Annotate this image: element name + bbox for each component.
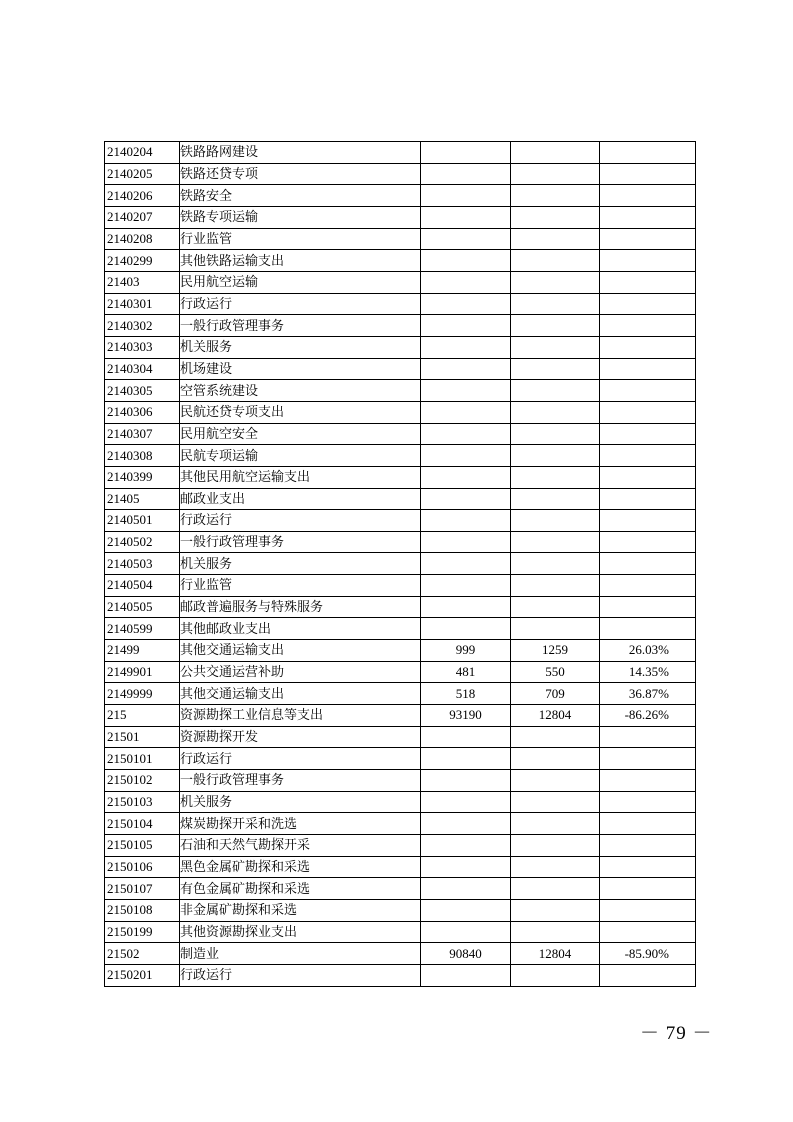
code-cell: 2140204 bbox=[105, 142, 180, 164]
name-cell: 一般行政管理事务 bbox=[180, 315, 421, 337]
value-cell-1 bbox=[421, 466, 511, 488]
value-cell-1 bbox=[421, 835, 511, 857]
table-row bbox=[105, 228, 696, 250]
value-cell-2 bbox=[511, 618, 600, 640]
name-cell: 机场建设 bbox=[180, 358, 421, 380]
value-cell-1 bbox=[421, 553, 511, 575]
code-cell: 2140503 bbox=[105, 553, 180, 575]
value-cell-2 bbox=[511, 856, 600, 878]
value-cell-2 bbox=[511, 531, 600, 553]
code-cell: 2150108 bbox=[105, 899, 180, 921]
name-cell: 其他资源勘探业支出 bbox=[180, 921, 421, 943]
value-cell-3 bbox=[600, 770, 696, 792]
value-cell-2 bbox=[511, 575, 600, 597]
page-number: － 79 － bbox=[640, 1023, 713, 1044]
value-cell-1 bbox=[421, 250, 511, 272]
value-cell-3 bbox=[600, 271, 696, 293]
name-cell: 一般行政管理事务 bbox=[180, 770, 421, 792]
value-cell-3 bbox=[600, 336, 696, 358]
value-cell-3 bbox=[600, 293, 696, 315]
value-cell-3 bbox=[600, 553, 696, 575]
value-cell-2 bbox=[511, 921, 600, 943]
value-cell-3 bbox=[600, 315, 696, 337]
code-cell: 21499 bbox=[105, 640, 180, 662]
code-cell: 2140205 bbox=[105, 163, 180, 185]
value-cell-2 bbox=[511, 271, 600, 293]
table-row bbox=[105, 618, 696, 640]
value-cell-2 bbox=[511, 726, 600, 748]
table-row bbox=[105, 661, 696, 683]
table-row bbox=[105, 726, 696, 748]
value-cell-3: -86.26% bbox=[600, 705, 696, 727]
table-row bbox=[105, 336, 696, 358]
budget-table bbox=[104, 141, 696, 987]
table-row bbox=[105, 748, 696, 770]
value-cell-3 bbox=[600, 899, 696, 921]
code-cell: 2150201 bbox=[105, 964, 180, 986]
value-cell-1 bbox=[421, 358, 511, 380]
table-row bbox=[105, 423, 696, 445]
code-cell: 2150101 bbox=[105, 748, 180, 770]
name-cell: 行业监管 bbox=[180, 228, 421, 250]
value-cell-3 bbox=[600, 878, 696, 900]
value-cell-1: 518 bbox=[421, 683, 511, 705]
value-cell-2 bbox=[511, 748, 600, 770]
code-cell: 2150199 bbox=[105, 921, 180, 943]
value-cell-3 bbox=[600, 380, 696, 402]
name-cell: 铁路路网建设 bbox=[180, 142, 421, 164]
code-cell: 2149999 bbox=[105, 683, 180, 705]
name-cell: 资源勘探开发 bbox=[180, 726, 421, 748]
code-cell: 2140305 bbox=[105, 380, 180, 402]
value-cell-2 bbox=[511, 250, 600, 272]
value-cell-1 bbox=[421, 575, 511, 597]
value-cell-3 bbox=[600, 510, 696, 532]
code-cell: 2150107 bbox=[105, 878, 180, 900]
table-row bbox=[105, 964, 696, 986]
table-row bbox=[105, 401, 696, 423]
table-row bbox=[105, 445, 696, 467]
code-cell: 2150105 bbox=[105, 835, 180, 857]
value-cell-3 bbox=[600, 466, 696, 488]
table-row bbox=[105, 921, 696, 943]
table-row bbox=[105, 510, 696, 532]
name-cell: 石油和天然气勘探开采 bbox=[180, 835, 421, 857]
name-cell: 行政运行 bbox=[180, 748, 421, 770]
table-row bbox=[105, 142, 696, 164]
value-cell-2 bbox=[511, 228, 600, 250]
code-cell: 2140306 bbox=[105, 401, 180, 423]
name-cell: 民航专项运输 bbox=[180, 445, 421, 467]
value-cell-1 bbox=[421, 748, 511, 770]
name-cell: 其他交通运输支出 bbox=[180, 683, 421, 705]
value-cell-2 bbox=[511, 142, 600, 164]
value-cell-3 bbox=[600, 423, 696, 445]
table-row bbox=[105, 553, 696, 575]
value-cell-3 bbox=[600, 358, 696, 380]
code-cell: 2140308 bbox=[105, 445, 180, 467]
value-cell-2: 12804 bbox=[511, 705, 600, 727]
table-row bbox=[105, 683, 696, 705]
value-cell-1 bbox=[421, 878, 511, 900]
value-cell-1 bbox=[421, 856, 511, 878]
value-cell-1 bbox=[421, 206, 511, 228]
code-cell: 21502 bbox=[105, 943, 180, 965]
value-cell-3 bbox=[600, 250, 696, 272]
value-cell-1 bbox=[421, 185, 511, 207]
value-cell-1 bbox=[421, 423, 511, 445]
code-cell: 21501 bbox=[105, 726, 180, 748]
name-cell: 行政运行 bbox=[180, 964, 421, 986]
value-cell-1 bbox=[421, 271, 511, 293]
name-cell: 一般行政管理事务 bbox=[180, 531, 421, 553]
table-row bbox=[105, 271, 696, 293]
value-cell-3 bbox=[600, 856, 696, 878]
name-cell: 机关服务 bbox=[180, 791, 421, 813]
name-cell: 黑色金属矿勘探和采选 bbox=[180, 856, 421, 878]
value-cell-1 bbox=[421, 510, 511, 532]
code-cell: 2140505 bbox=[105, 596, 180, 618]
value-cell-3 bbox=[600, 921, 696, 943]
value-cell-2 bbox=[511, 380, 600, 402]
table-row bbox=[105, 293, 696, 315]
code-cell: 2150104 bbox=[105, 813, 180, 835]
table-row bbox=[105, 596, 696, 618]
value-cell-2 bbox=[511, 315, 600, 337]
table-row bbox=[105, 185, 696, 207]
value-cell-1: 481 bbox=[421, 661, 511, 683]
table-row bbox=[105, 206, 696, 228]
value-cell-2 bbox=[511, 878, 600, 900]
value-cell-2 bbox=[511, 813, 600, 835]
value-cell-3 bbox=[600, 228, 696, 250]
code-cell: 2140302 bbox=[105, 315, 180, 337]
value-cell-2: 550 bbox=[511, 661, 600, 683]
value-cell-3 bbox=[600, 726, 696, 748]
value-cell-3 bbox=[600, 575, 696, 597]
table-row bbox=[105, 835, 696, 857]
code-cell: 2140304 bbox=[105, 358, 180, 380]
value-cell-1 bbox=[421, 813, 511, 835]
value-cell-3 bbox=[600, 596, 696, 618]
value-cell-3 bbox=[600, 401, 696, 423]
value-cell-1 bbox=[421, 142, 511, 164]
value-cell-3 bbox=[600, 163, 696, 185]
table-row bbox=[105, 488, 696, 510]
table-row bbox=[105, 358, 696, 380]
value-cell-2 bbox=[511, 899, 600, 921]
value-cell-3 bbox=[600, 531, 696, 553]
table-row bbox=[105, 380, 696, 402]
table-row bbox=[105, 705, 696, 727]
value-cell-1 bbox=[421, 315, 511, 337]
value-cell-3 bbox=[600, 142, 696, 164]
value-cell-2 bbox=[511, 596, 600, 618]
value-cell-2 bbox=[511, 510, 600, 532]
name-cell: 民航还贷专项支出 bbox=[180, 401, 421, 423]
value-cell-1 bbox=[421, 336, 511, 358]
table-row bbox=[105, 250, 696, 272]
name-cell: 其他邮政业支出 bbox=[180, 618, 421, 640]
name-cell: 煤炭勘探开采和洗选 bbox=[180, 813, 421, 835]
value-cell-1 bbox=[421, 770, 511, 792]
value-cell-1 bbox=[421, 445, 511, 467]
code-cell: 2140206 bbox=[105, 185, 180, 207]
code-cell: 2140599 bbox=[105, 618, 180, 640]
name-cell: 资源勘探工业信息等支出 bbox=[180, 705, 421, 727]
value-cell-1 bbox=[421, 293, 511, 315]
table-row bbox=[105, 770, 696, 792]
name-cell: 其他交通运输支出 bbox=[180, 640, 421, 662]
code-cell: 2140399 bbox=[105, 466, 180, 488]
table-row bbox=[105, 856, 696, 878]
name-cell: 铁路还贷专项 bbox=[180, 163, 421, 185]
name-cell: 其他民用航空运输支出 bbox=[180, 466, 421, 488]
value-cell-2 bbox=[511, 185, 600, 207]
code-cell: 2140307 bbox=[105, 423, 180, 445]
value-cell-1 bbox=[421, 921, 511, 943]
table-row bbox=[105, 899, 696, 921]
value-cell-2 bbox=[511, 488, 600, 510]
value-cell-2: 709 bbox=[511, 683, 600, 705]
code-cell: 2140208 bbox=[105, 228, 180, 250]
value-cell-3 bbox=[600, 488, 696, 510]
value-cell-2 bbox=[511, 770, 600, 792]
name-cell: 公共交通运营补助 bbox=[180, 661, 421, 683]
value-cell-3 bbox=[600, 206, 696, 228]
value-cell-1 bbox=[421, 618, 511, 640]
name-cell: 铁路专项运输 bbox=[180, 206, 421, 228]
name-cell: 制造业 bbox=[180, 943, 421, 965]
name-cell: 邮政业支出 bbox=[180, 488, 421, 510]
value-cell-2 bbox=[511, 293, 600, 315]
table-row bbox=[105, 813, 696, 835]
name-cell: 邮政普遍服务与特殊服务 bbox=[180, 596, 421, 618]
value-cell-1 bbox=[421, 791, 511, 813]
name-cell: 民用航空安全 bbox=[180, 423, 421, 445]
value-cell-1: 90840 bbox=[421, 943, 511, 965]
value-cell-1 bbox=[421, 380, 511, 402]
code-cell: 2140299 bbox=[105, 250, 180, 272]
value-cell-1: 999 bbox=[421, 640, 511, 662]
value-cell-1 bbox=[421, 596, 511, 618]
code-cell: 21405 bbox=[105, 488, 180, 510]
value-cell-2: 1259 bbox=[511, 640, 600, 662]
name-cell: 其他铁路运输支出 bbox=[180, 250, 421, 272]
table-row bbox=[105, 163, 696, 185]
value-cell-1 bbox=[421, 488, 511, 510]
value-cell-2 bbox=[511, 401, 600, 423]
value-cell-3 bbox=[600, 964, 696, 986]
name-cell: 有色金属矿勘探和采选 bbox=[180, 878, 421, 900]
code-cell: 2150102 bbox=[105, 770, 180, 792]
name-cell: 机关服务 bbox=[180, 336, 421, 358]
table-row bbox=[105, 315, 696, 337]
value-cell-1 bbox=[421, 228, 511, 250]
value-cell-3 bbox=[600, 445, 696, 467]
value-cell-3 bbox=[600, 618, 696, 640]
name-cell: 行政运行 bbox=[180, 510, 421, 532]
value-cell-1 bbox=[421, 964, 511, 986]
value-cell-3 bbox=[600, 835, 696, 857]
value-cell-1 bbox=[421, 899, 511, 921]
name-cell: 铁路安全 bbox=[180, 185, 421, 207]
value-cell-1 bbox=[421, 163, 511, 185]
code-cell: 2150103 bbox=[105, 791, 180, 813]
code-cell: 2140502 bbox=[105, 531, 180, 553]
code-cell: 215 bbox=[105, 705, 180, 727]
code-cell: 2140501 bbox=[105, 510, 180, 532]
value-cell-1: 93190 bbox=[421, 705, 511, 727]
code-cell: 2150106 bbox=[105, 856, 180, 878]
value-cell-2 bbox=[511, 163, 600, 185]
table-row bbox=[105, 943, 696, 965]
value-cell-2 bbox=[511, 553, 600, 575]
code-cell: 21403 bbox=[105, 271, 180, 293]
name-cell: 非金属矿勘探和采选 bbox=[180, 899, 421, 921]
name-cell: 行政运行 bbox=[180, 293, 421, 315]
table-body bbox=[105, 142, 696, 987]
name-cell: 机关服务 bbox=[180, 553, 421, 575]
value-cell-2: 12804 bbox=[511, 943, 600, 965]
value-cell-3 bbox=[600, 813, 696, 835]
value-cell-2 bbox=[511, 791, 600, 813]
value-cell-3: 14.35% bbox=[600, 661, 696, 683]
table-row bbox=[105, 878, 696, 900]
value-cell-1 bbox=[421, 531, 511, 553]
value-cell-2 bbox=[511, 423, 600, 445]
code-cell: 2140207 bbox=[105, 206, 180, 228]
value-cell-3 bbox=[600, 748, 696, 770]
value-cell-2 bbox=[511, 336, 600, 358]
table-row bbox=[105, 791, 696, 813]
value-cell-3: 36.87% bbox=[600, 683, 696, 705]
code-cell: 2149901 bbox=[105, 661, 180, 683]
value-cell-2 bbox=[511, 964, 600, 986]
code-cell: 2140303 bbox=[105, 336, 180, 358]
value-cell-3: -85.90% bbox=[600, 943, 696, 965]
value-cell-2 bbox=[511, 358, 600, 380]
name-cell: 民用航空运输 bbox=[180, 271, 421, 293]
value-cell-1 bbox=[421, 401, 511, 423]
value-cell-3 bbox=[600, 791, 696, 813]
value-cell-3 bbox=[600, 185, 696, 207]
value-cell-2 bbox=[511, 466, 600, 488]
table-row bbox=[105, 531, 696, 553]
code-cell: 2140301 bbox=[105, 293, 180, 315]
code-cell: 2140504 bbox=[105, 575, 180, 597]
value-cell-2 bbox=[511, 835, 600, 857]
value-cell-1 bbox=[421, 726, 511, 748]
table-row bbox=[105, 575, 696, 597]
value-cell-2 bbox=[511, 206, 600, 228]
value-cell-3: 26.03% bbox=[600, 640, 696, 662]
name-cell: 空管系统建设 bbox=[180, 380, 421, 402]
value-cell-2 bbox=[511, 445, 600, 467]
table-row bbox=[105, 640, 696, 662]
name-cell: 行业监管 bbox=[180, 575, 421, 597]
table-row bbox=[105, 466, 696, 488]
